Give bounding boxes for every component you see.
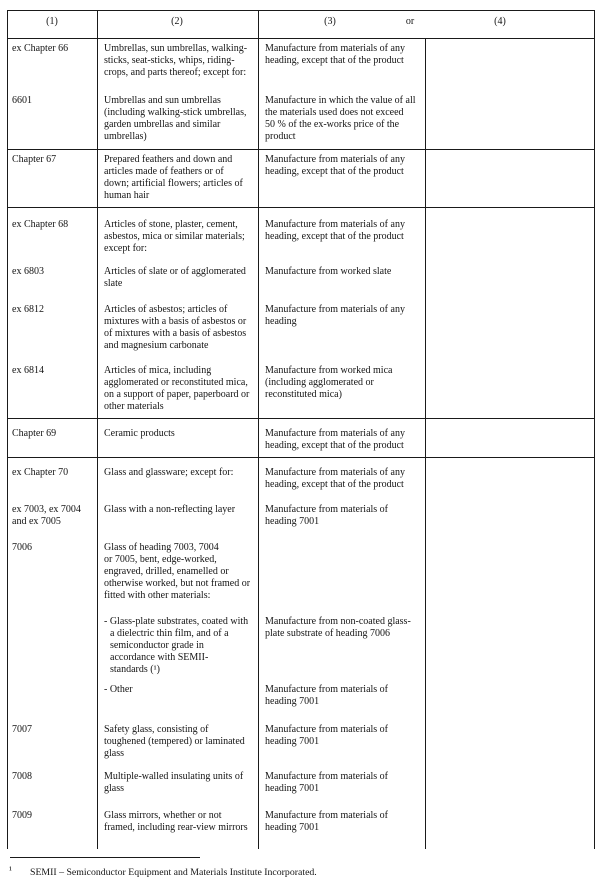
- heading-line: Chapter 69: [12, 428, 57, 439]
- heading-line: ex 6814: [12, 365, 44, 376]
- description-cell: [104, 43, 247, 79]
- heading-line: ex Chapter 68: [12, 219, 69, 230]
- description-line: glass: [104, 783, 124, 794]
- description-cell: [104, 467, 233, 479]
- description-line: on a support of paper, paperboard or: [104, 389, 250, 400]
- description-cell: [104, 154, 243, 202]
- heading-line: 6601: [12, 95, 32, 106]
- description-line: Umbrellas and sun umbrellas: [104, 95, 221, 106]
- row-separator: [7, 149, 595, 150]
- heading-no-cell: [12, 365, 44, 377]
- description-line: semiconductor grade in: [110, 640, 204, 651]
- working-cell: [265, 771, 388, 795]
- description-line: accordance with SEMII-: [110, 652, 209, 663]
- column-divider: [425, 38, 426, 849]
- description-cell: [104, 95, 246, 143]
- description-line: Prepared feathers and down and: [104, 154, 233, 165]
- description-line: standards (¹): [110, 664, 160, 675]
- working-line: product: [265, 131, 296, 142]
- description-line: a dielectric thin film, and of a: [110, 628, 229, 639]
- working-line: heading, except that of the product: [265, 166, 404, 177]
- footnote-separator: [10, 857, 200, 858]
- description-line: Articles of stone, plaster, cement,: [104, 219, 238, 230]
- column-header-1: (1): [46, 16, 58, 27]
- description-cell: [104, 428, 175, 440]
- description-line: umbrellas): [104, 131, 147, 142]
- heading-no-cell: [12, 43, 68, 55]
- working-line: heading, except that of the product: [265, 440, 404, 451]
- row-separator: [7, 207, 595, 208]
- description-line: engraved, drilled, enamelled or: [104, 566, 229, 577]
- heading-line: ex Chapter 70: [12, 467, 69, 478]
- column-header-4: (4): [494, 16, 506, 27]
- working-line: Manufacture from materials of: [265, 724, 389, 735]
- working-cell: [265, 810, 388, 834]
- working-line: heading: [265, 316, 297, 327]
- working-cell: [265, 95, 416, 143]
- working-cell: [265, 467, 405, 491]
- heading-no-cell: [12, 428, 56, 440]
- description-cell: [104, 810, 248, 834]
- working-cell: [265, 154, 405, 178]
- heading-line: Chapter 67: [12, 154, 57, 165]
- working-cell: [265, 616, 411, 640]
- description-line: Articles of slate or of agglomerated: [104, 266, 246, 277]
- description-line: Glass with a non-reflecting layer: [104, 504, 236, 515]
- working-line: Manufacture from materials of any: [265, 43, 405, 54]
- working-cell: [265, 266, 391, 278]
- description-line: glass: [104, 748, 124, 759]
- description-line: - Glass-plate substrates, coated with: [104, 616, 249, 627]
- working-line: Manufacture in which the value of all: [265, 95, 416, 106]
- description-cell: [104, 771, 243, 795]
- heading-line: 7006: [12, 542, 32, 553]
- working-line: the materials used does not exceed: [265, 107, 404, 118]
- row-separator: [7, 457, 595, 458]
- working-cell: [265, 304, 405, 328]
- description-line: otherwise worked, but not framed or: [104, 578, 251, 589]
- description-line: garden umbrellas and similar: [104, 119, 221, 130]
- description-line: human hair: [104, 190, 150, 201]
- description-line: (including walking-stick umbrellas,: [104, 107, 247, 118]
- heading-no-cell: [12, 810, 32, 822]
- working-line: heading 7001: [265, 516, 320, 527]
- heading-no-cell: [12, 304, 44, 316]
- working-line: Manufacture from non-coated glass-: [265, 616, 411, 627]
- heading-no-cell: [12, 771, 32, 783]
- heading-line: 7009: [12, 810, 32, 821]
- description-cell: [104, 724, 245, 760]
- description-line: other materials: [104, 401, 164, 412]
- description-cell: [104, 504, 235, 516]
- description-line: slate: [104, 278, 123, 289]
- working-line: Manufacture from worked slate: [265, 266, 392, 277]
- working-line: heading 7001: [265, 736, 320, 747]
- table-top-border: [7, 10, 595, 11]
- heading-line: 7008: [12, 771, 32, 782]
- heading-no-cell: [12, 467, 68, 479]
- working-line: heading, except that of the product: [265, 479, 404, 490]
- description-line: Articles of mica, including: [104, 365, 212, 376]
- description-line: Umbrellas, sun umbrellas, walking-: [104, 43, 248, 54]
- description-cell: [104, 365, 249, 413]
- description-cell: [104, 219, 245, 255]
- heading-no-cell: [12, 95, 32, 107]
- working-line: 50 % of the ex-works price of the: [265, 119, 400, 130]
- description-line: except for:: [104, 243, 148, 254]
- description-line: agglomerated or reconstituted mica,: [104, 377, 248, 388]
- description-line: and magnesium carbonate: [104, 340, 209, 351]
- heading-no-cell: [12, 724, 32, 736]
- heading-line: ex 6803: [12, 266, 44, 277]
- description-cell: [104, 616, 248, 676]
- description-line: crops, and parts thereof; except for:: [104, 67, 247, 78]
- footnote-marker: ¹: [9, 865, 12, 876]
- working-line: plate substrate of heading 7006: [265, 628, 390, 639]
- heading-no-cell: [12, 154, 56, 166]
- working-line: heading, except that of the product: [265, 55, 404, 66]
- working-line: Manufacture from materials of: [265, 810, 389, 821]
- description-line: Safety glass, consisting of: [104, 724, 209, 735]
- working-cell: [265, 43, 405, 67]
- heading-no-cell: [12, 504, 81, 528]
- heading-no-cell: [12, 542, 32, 554]
- heading-line: and ex 7005: [12, 516, 61, 527]
- description-cell: [104, 304, 246, 352]
- table-left-border: [7, 10, 8, 849]
- working-cell: [265, 428, 405, 452]
- description-line: Ceramic products: [104, 428, 175, 439]
- working-line: Manufacture from materials of any: [265, 154, 405, 165]
- row-separator: [7, 418, 595, 419]
- working-line: heading 7001: [265, 783, 320, 794]
- description-line: Glass and glassware; except for:: [104, 467, 234, 478]
- description-line: of mixtures with a basis of asbestos: [104, 328, 247, 339]
- working-line: Manufacture from worked mica: [265, 365, 393, 376]
- working-line: reconstituted mica): [265, 389, 342, 400]
- description-line: - Other: [104, 684, 133, 695]
- description-line: mixtures with a basis of asbestos or: [104, 316, 247, 327]
- working-line: heading 7001: [265, 696, 320, 707]
- working-line: heading 7001: [265, 822, 320, 833]
- heading-line: ex Chapter 66: [12, 43, 69, 54]
- description-cell: [104, 266, 246, 290]
- description-line: fitted with other materials:: [104, 590, 211, 601]
- description-line: Glass mirrors, whether or not: [104, 810, 222, 821]
- description-cell: [104, 684, 133, 696]
- description-line: down; artificial flowers; articles of: [104, 178, 243, 189]
- working-cell: [265, 684, 388, 708]
- description-line: articles made of feathers or of: [104, 166, 224, 177]
- column-header-2: (2): [171, 16, 183, 27]
- column-divider: [97, 10, 98, 849]
- column-header-or: or: [405, 16, 415, 27]
- working-cell: [265, 724, 388, 748]
- description-line: or 7005, bent, edge-worked,: [104, 554, 217, 565]
- working-line: Manufacture from materials of any: [265, 467, 405, 478]
- working-line: heading, except that of the product: [265, 231, 404, 242]
- working-cell: [265, 219, 405, 243]
- description-line: framed, including rear-view mirrors: [104, 822, 248, 833]
- working-line: Manufacture from materials of any: [265, 219, 405, 230]
- description-line: toughened (tempered) or laminated: [104, 736, 245, 747]
- description-line: Articles of asbestos; articles of: [104, 304, 228, 315]
- heading-no-cell: [12, 219, 68, 231]
- column-header-3: (3): [324, 16, 336, 27]
- working-line: Manufacture from materials of: [265, 504, 389, 515]
- heading-line: ex 6812: [12, 304, 44, 315]
- working-line: Manufacture from materials of: [265, 684, 389, 695]
- working-cell: [265, 365, 392, 401]
- working-line: Manufacture from materials of any: [265, 304, 405, 315]
- heading-no-cell: [12, 266, 44, 278]
- description-line: sticks, seat-sticks, whips, riding-: [104, 55, 235, 66]
- working-cell: [265, 504, 388, 528]
- description-cell: [104, 542, 250, 602]
- heading-line: 7007: [12, 724, 32, 735]
- working-line: (including agglomerated or: [265, 377, 374, 388]
- working-line: Manufacture from materials of: [265, 771, 389, 782]
- footnote-text: SEMII – Semiconductor Equipment and Materials Institute Incorporated.: [30, 867, 317, 878]
- header-bottom-rule: [7, 38, 595, 39]
- working-line: Manufacture from materials of any: [265, 428, 405, 439]
- column-divider: [258, 10, 259, 849]
- heading-line: ex 7003, ex 7004: [12, 504, 81, 515]
- description-line: Glass of heading 7003, 7004: [104, 542, 219, 553]
- description-line: Multiple-walled insulating units of: [104, 771, 244, 782]
- description-line: asbestos, mica or similar materials;: [104, 231, 245, 242]
- table-right-border: [594, 10, 595, 849]
